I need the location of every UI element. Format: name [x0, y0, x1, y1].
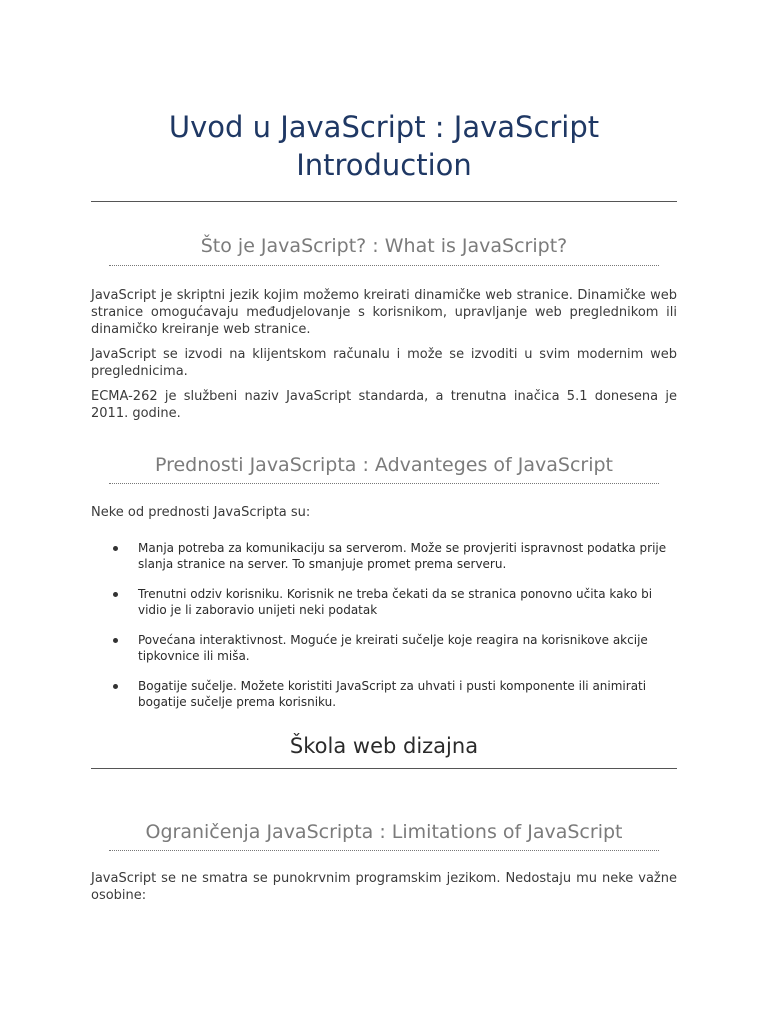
section-rule: [109, 850, 659, 851]
list-item: [91, 540, 677, 572]
list-item: [91, 632, 677, 664]
banner-rule: [91, 768, 677, 769]
paragraph: JavaScript se ne smatra se punokrvnim programskim jezikom. Nedostaju mu neke važne osobine:: [91, 871, 677, 903]
list-item: [91, 586, 677, 618]
list-item-text: Povećana interaktivnost. Moguće je kreirati sučelje koje reagira na korisnikove akcije tipkovnice ili miša.: [138, 633, 648, 663]
list-item: [91, 678, 677, 710]
bullet-icon: [113, 592, 118, 597]
paragraph: JavaScript je skriptni jezik kojim možemo kreirati dinamičke web stranice. Dinamičke web stranice omogućavaju međudjelovanje s korisnikom, upravljanje web preglednikom ili dinamičko kreiranje web stranice.: [91, 288, 677, 337]
section-heading-advantages: Prednosti JavaScripta : Advanteges of JavaScript: [154, 454, 614, 476]
section-rule: [109, 483, 659, 484]
paragraph: ECMA-262 je službeni naziv JavaScript standarda, a trenutna inačica 5.1 donesena je 2011. godine.: [91, 389, 677, 421]
list-item-text: Manja potreba za komunikaciju sa serverom. Može se provjeriti ispravnost podatka prije slanja stranice na server. To smanjuje promet prema serveru.: [138, 541, 667, 571]
bullet-icon: [113, 684, 118, 689]
section-heading-limitations: Ograničenja JavaScripta : Limitations of JavaScript: [145, 821, 623, 843]
bullet-icon: [113, 638, 118, 643]
advantages-list: [91, 540, 677, 710]
document-page: [91, 0, 677, 904]
section-rule: [109, 265, 659, 266]
section-heading-what-is: Što je JavaScript? : What is JavaScript?: [200, 235, 568, 257]
paragraph: Neke od prednosti JavaScripta su:: [91, 505, 311, 520]
document-title: [91, 108, 677, 184]
bullet-icon: [113, 546, 118, 551]
title-line-2: Introduction: [296, 148, 472, 182]
list-item-text: Trenutni odziv korisniku. Korisnik ne treba čekati da se stranica ponovno učita kako bi vidio je li zaboravio unijeti neki podatak: [138, 587, 653, 617]
title-line-1: Uvod u JavaScript : JavaScript: [168, 110, 600, 144]
paragraph: JavaScript se izvodi na klijentskom računalu i može se izvoditi u svim modernim web preglednicima.: [91, 347, 677, 379]
title-rule: [91, 201, 677, 202]
banner-text: Škola web dizajna: [289, 734, 479, 758]
list-item-text: Bogatije sučelje. Možete koristiti JavaScript za uhvati i pusti komponente ili animirati bogatije sučelje prema korisniku.: [138, 679, 647, 709]
